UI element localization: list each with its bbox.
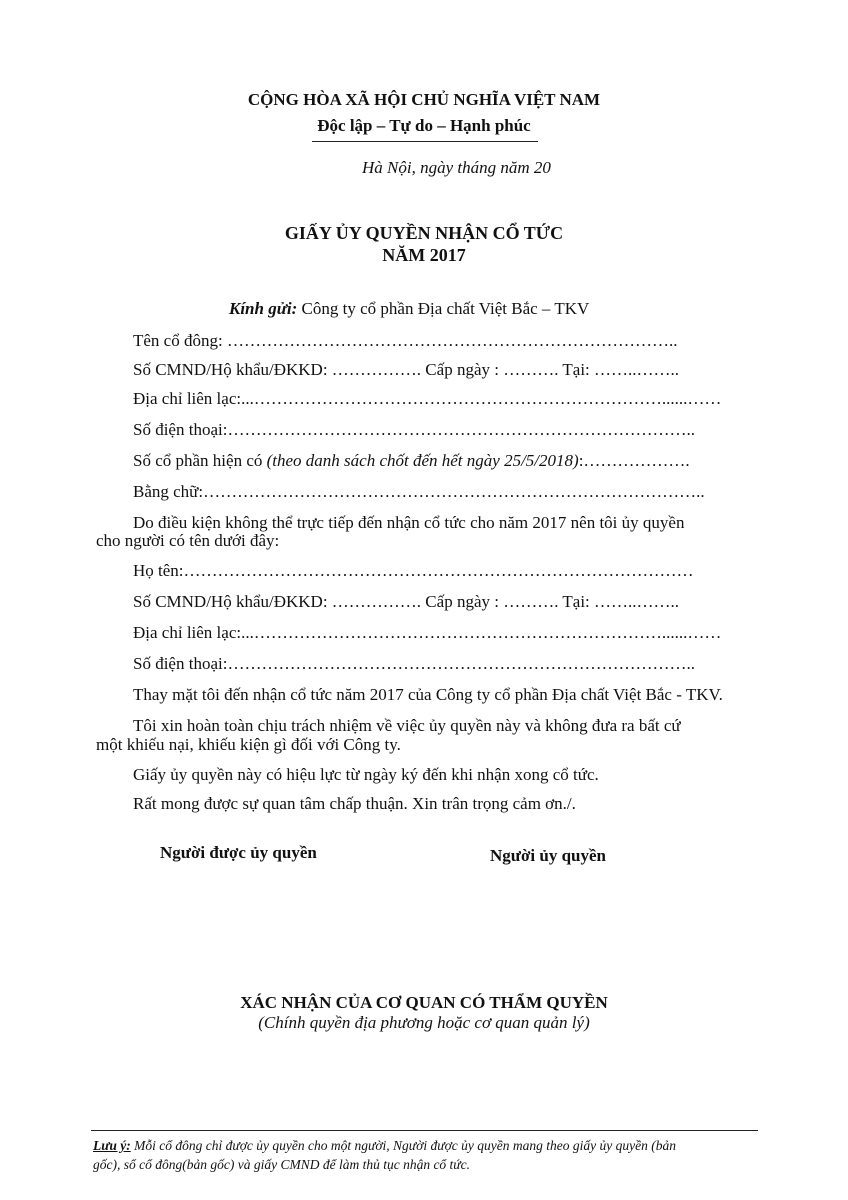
proxy-address-field: Địa chỉ liên lạc:...………………………………………………………………......…… <box>133 623 722 642</box>
motto-underline <box>312 141 538 142</box>
shareholder-id-field: Số CMND/Hộ khẩu/ĐKKD: ……………. Cấp ngày : ………. Tại: ……..…….. <box>133 360 680 379</box>
statement-thanks: Rất mong được sự quan tâm chấp thuận. Xin trân trọng cảm ơn./. <box>133 794 576 813</box>
shareholder-words-field: Bằng chữ:…………………………………………………………………………….. <box>133 482 705 501</box>
note-line2: gốc), sổ cổ đông(bản gốc) và giấy CMND để làm thủ tục nhận cổ tức. <box>93 1157 471 1172</box>
shareholder-phone-field: Số điện thoại:……………………………………………………………………….. <box>133 420 695 439</box>
confirmation-subtitle: (Chính quyền địa phương hoặc cơ quan quản lý) <box>258 1013 590 1032</box>
statement-responsibility-line1: Tôi xin hoàn toàn chịu trách nhiệm về việc ủy quyền này và không đưa ra bất cứ <box>133 716 681 735</box>
document-title: GIẤY ỦY QUYỀN NHẬN CỔ TỨC <box>284 223 564 243</box>
signature-authorized-label: Người được ủy quyền <box>160 843 317 862</box>
document-year: NĂM 2017 <box>382 245 466 265</box>
note-label: Lưu ý: <box>93 1138 131 1153</box>
confirmation-title: XÁC NHẬN CỦA CƠ QUAN CÓ THẨM QUYỀN <box>240 993 608 1012</box>
proxy-phone-field: Số điện thoại:……………………………………………………………………….. <box>133 654 695 673</box>
shares-dots: :………………. <box>578 451 690 470</box>
recipient <box>229 299 589 319</box>
signature-authorizer-label: Người ủy quyền <box>490 846 606 865</box>
shareholder-name-field: Tên cổ đông: …………………………………………………………………….. <box>133 331 678 350</box>
recipient-label: Kính gửi: <box>229 299 298 318</box>
place-date: Hà Nội, ngày tháng năm 20 <box>362 158 551 177</box>
proxy-id-field: Số CMND/Hộ khẩu/ĐKKD: ……………. Cấp ngày : ………. Tại: ……..…….. <box>133 592 680 611</box>
shareholder-address-field: Địa chỉ liên lạc:...………………………………………………………………......…… <box>133 389 722 408</box>
statement-responsibility-line2: một khiếu nại, khiếu kiện gì đối với Công ty. <box>96 735 401 754</box>
statement-validity: Giấy ủy quyền này có hiệu lực từ ngày ký đến khi nhận xong cổ tức. <box>133 765 599 784</box>
note-text-1: Mỗi cổ đông chỉ được ủy quyền cho một người, Người được ủy quyền mang theo giấy ủy quyền (bản <box>130 1138 676 1153</box>
shares-label: Số cổ phần hiện có <box>133 451 267 470</box>
shareholder-shares-field <box>133 451 690 471</box>
motto: Độc lập – Tự do – Hạnh phúc <box>317 116 531 135</box>
authorization-intro-line2: cho người có tên dưới đây: <box>96 531 280 550</box>
note-divider <box>91 1130 758 1131</box>
recipient-value: Công ty cổ phần Địa chất Việt Bắc – TKV <box>297 299 590 318</box>
authorization-intro-line1: Do điều kiện không thể trực tiếp đến nhận cổ tức cho năm 2017 nên tôi ủy quyền <box>133 513 685 532</box>
national-title: CỘNG HÒA XÃ HỘI CHỦ NGHĨA VIỆT NAM <box>247 90 601 109</box>
shares-note: (theo danh sách chốt đến hết ngày 25/5/2018) <box>266 451 579 470</box>
note-line1 <box>93 1138 676 1154</box>
proxy-name-field: Họ tên:……………………………………………………………………………… <box>133 561 694 580</box>
statement-behalf: Thay mặt tôi đến nhận cổ tức năm 2017 của Công ty cổ phần Địa chất Việt Bắc - TKV. <box>133 685 723 704</box>
